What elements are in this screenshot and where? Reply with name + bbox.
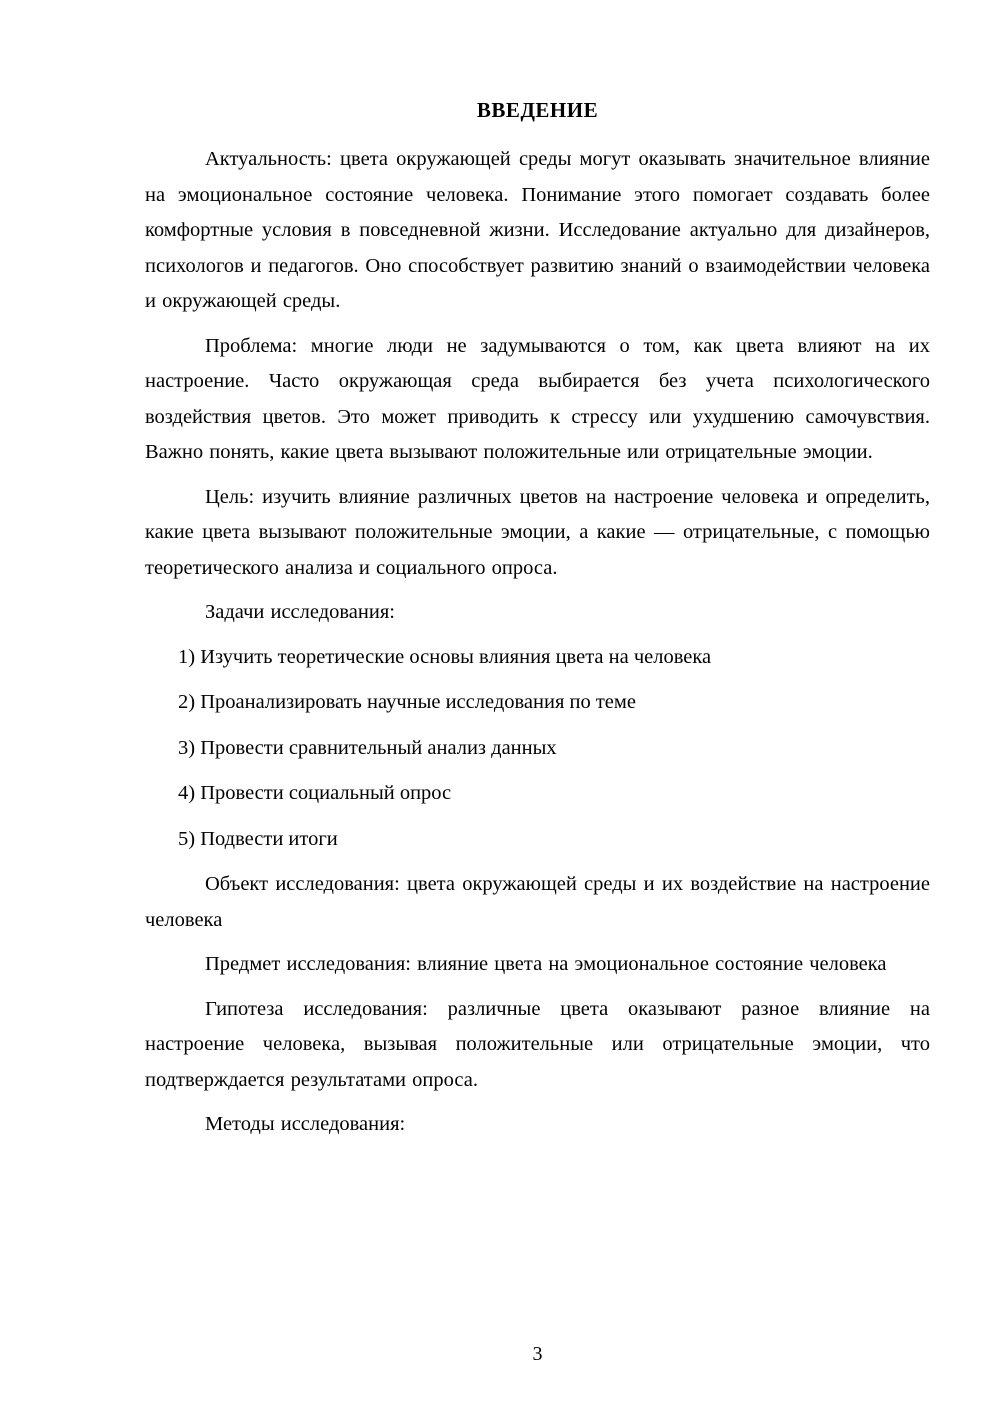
paragraph-zadachi-heading: Задачи исследования: — [205, 601, 395, 623]
task-item-5: 5) Подвести итоги — [178, 827, 338, 850]
paragraph-tsel: Цель: изучить влияние различных цветов на настроение человека и определить, какие цвета вызывают положительные эмоции, а какие — отрицательные, с помощью теоретического анализа и социального опроса. — [145, 485, 930, 579]
paragraph-problema: Проблема: многие люди не задумываются о том, как цвета влияют на их настроение. Часто окружающая среда выбирается без учета психологического воздействия цветов. Это может приводить к стрессу или ухудшению самочувствия. Важно понять, какие цвета вызывают положительные или отрицательные эмоции. — [145, 334, 930, 463]
task-item-4: 4) Провести социальный опрос — [178, 782, 452, 804]
page-number: 3 — [532, 1343, 543, 1365]
paragraph-metody-heading: Методы исследования: — [205, 1113, 406, 1135]
task-item-1: 1) Изучить теоретические основы влияния цвета на человека — [178, 645, 712, 668]
paragraph-obekt: Объект исследования: цвета окружающей среды и их воздействие на настроение человека — [145, 873, 930, 931]
paragraph-gipoteza: Гипотеза исследования: различные цвета оказывают разное влияние на настроение человека, вызывая положительные или отрицательные эмоции, что подтверждается результатами опроса. — [145, 997, 930, 1091]
page-title: ВВЕДЕНИЕ — [476, 98, 599, 122]
task-list — [145, 640, 930, 858]
task-item-3: 3) Провести сравнительный анализ данных — [178, 736, 557, 759]
paragraph-aktualnost: Актуальность: цвета окружающей среды могут оказывать значительное влияние на эмоциональное состояние человека. Понимание этого помогает создавать более комфортные условия в повседневной жизни. Исследование актуально для дизайнеров, психологов и педагогов. Оно способствует развитию знаний о взаимодействии человека и окружающей среды. — [145, 148, 930, 312]
paragraph-predmet: Предмет исследования: влияние цвета на эмоциональное состояние человека — [205, 953, 887, 975]
task-item-2: 2) Проанализировать научные исследования по теме — [178, 691, 636, 713]
